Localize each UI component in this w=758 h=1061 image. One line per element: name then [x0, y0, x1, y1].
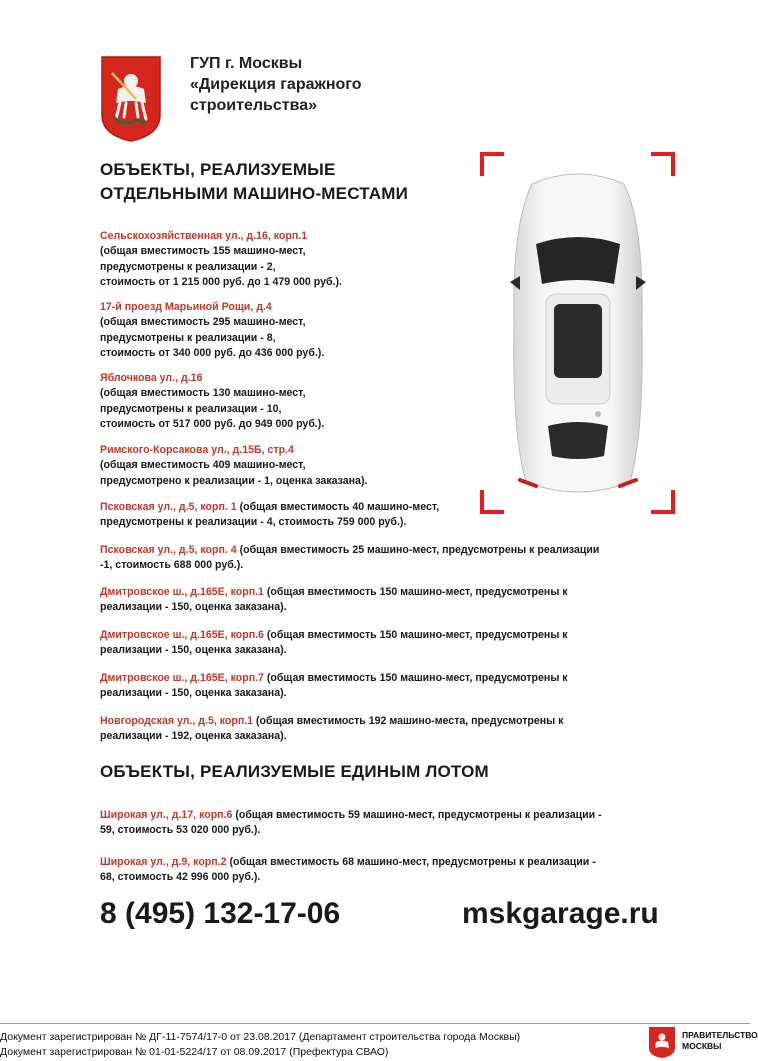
object-details-line: (общая вместимость 295 машино-мест, — [100, 316, 306, 329]
object-details: (общая вместимость 150 машино-мест, предусмотрены к реализации - 150, оценка заказана). — [100, 586, 568, 614]
lot-entry — [100, 808, 610, 839]
org-line-2: «Дирекция гаражного — [190, 76, 362, 93]
moscow-government-label — [682, 1030, 758, 1052]
lot-details: (общая вместимость 59 машино-мест, предусмотрены к реализации - 59, стоимость 53 020 000 руб.). — [100, 809, 602, 837]
object-entry — [100, 628, 610, 659]
object-details-line: предусмотрено к реализации - 1, оценка заказана). — [100, 474, 368, 487]
object-address: Яблочкова ул., д.16 — [100, 372, 203, 384]
gov-label-line-2: МОСКВЫ — [682, 1041, 722, 1051]
section-title-individual-spaces — [100, 158, 408, 206]
object-address: Сельскохозяйственная ул., д.16, корп.1 — [100, 230, 308, 242]
object-details-line: (общая вместимость 130 машино-мест, — [100, 387, 306, 400]
object-entry — [100, 300, 324, 362]
frame-corner-top-right — [651, 152, 675, 176]
lot-entry — [100, 855, 610, 886]
lot-address: Широкая ул., д.9, корп.2 — [100, 856, 227, 868]
registration-stamp-1: Документ зарегистрирован № ДГ-11-7574/17-0 от 23.08.2017 (Департамент строительства города Москвы) — [0, 1031, 521, 1043]
object-entry — [100, 371, 324, 433]
object-details-line: предусмотрены к реализации - 8, — [100, 331, 276, 344]
object-details-line: стоимость от 1 215 000 руб. до 1 479 000 руб.). — [100, 276, 342, 289]
object-details-line: предусмотрены к реализации - 4, стоимость 759 000 руб.). — [100, 516, 407, 529]
object-address: Псковская ул., д.5, корп. 4 — [100, 544, 237, 556]
object-details-line: (общая вместимость 409 машино-мест, — [100, 459, 306, 472]
moscow-coat-of-arms-icon — [100, 55, 162, 143]
object-address: 17-й проезд Марьиной Рощи, д.4 — [100, 301, 272, 313]
object-address: Новгородская ул., д.5, корп.1 — [100, 715, 254, 727]
object-details: (общая вместимость 25 машино-мест, предусмотрены к реализации -1, стоимость 688 000 руб.). — [100, 544, 600, 572]
object-entry — [100, 443, 367, 489]
object-entry — [100, 671, 610, 702]
object-details: (общая вместимость 150 машино-мест, предусмотрены к реализации - 150, оценка заказана). — [100, 629, 568, 657]
car-illustration — [480, 152, 675, 514]
object-details: (общая вместимость 150 машино-мест, предусмотрены к реализации - 150, оценка заказана). — [100, 672, 568, 700]
contact-phone[interactable]: 8 (495) 132-17-06 — [100, 897, 341, 930]
object-details-line: стоимость от 517 000 руб. до 949 000 руб.). — [100, 418, 325, 431]
object-details-line: (общая вместимость 155 машино-мест, — [100, 245, 306, 258]
registration-stamp-2: Документ зарегистрирован № 01-01-5224/17 от 08.09.2017 (Префектура СВАО) — [0, 1046, 389, 1058]
object-entry — [100, 585, 610, 616]
section-title: ОБЪЕКТЫ, РЕАЛИЗУЕМЫЕ ЕДИНЫМ ЛОТОМ — [100, 762, 489, 781]
section-title-single-lot — [100, 760, 489, 784]
object-details: (общая вместимость 192 машино-места, предусмотрены к реализации - 192, оценка заказана). — [100, 715, 564, 743]
section-title-line-1: ОБЪЕКТЫ, РЕАЛИЗУЕМЫЕ — [100, 160, 336, 179]
frame-corner-top-left — [480, 152, 504, 176]
lot-address: Широкая ул., д.17, корп.6 — [100, 809, 233, 821]
object-entry — [100, 229, 342, 291]
moscow-government-logo-icon — [648, 1026, 676, 1059]
object-entry — [100, 543, 610, 574]
organization-name — [190, 53, 362, 116]
object-entry — [100, 500, 439, 531]
org-line-1: ГУП г. Москвы — [190, 55, 303, 72]
org-line-3: строительства» — [190, 97, 318, 114]
object-details: (общая вместимость 40 машино-мест, — [236, 501, 440, 513]
footer-divider — [0, 1023, 750, 1024]
object-details-line: стоимость от 340 000 руб. до 436 000 руб.). — [100, 347, 325, 360]
car-top-view-icon — [502, 164, 654, 502]
object-entry — [100, 714, 610, 745]
object-address: Дмитровское ш., д.165Е, корп.7 — [100, 672, 264, 684]
object-address: Дмитровское ш., д.165Е, корп.6 — [100, 629, 264, 641]
gov-label-line-1: ПРАВИТЕЛЬСТВО — [682, 1030, 758, 1040]
object-address: Римского-Корсакова ул., д.15Б, стр.4 — [100, 444, 294, 456]
object-address: Псковская ул., д.5, корп. 1 — [100, 501, 237, 513]
lot-details: (общая вместимость 68 машино-мест, предусмотрены к реализации - 68, стоимость 42 996 000 руб.). — [100, 856, 596, 884]
frame-corner-bottom-left — [480, 490, 504, 514]
contact-website-link[interactable]: mskgarage.ru — [462, 897, 659, 930]
section-title-line-2: ОТДЕЛЬНЫМИ МАШИНО-МЕСТАМИ — [100, 184, 409, 203]
object-details-line: предусмотрены к реализации - 10, — [100, 402, 282, 415]
object-details-line: предусмотрены к реализации - 2, — [100, 260, 276, 273]
object-address: Дмитровское ш., д.165Е, корп.1 — [100, 586, 264, 598]
frame-corner-bottom-right — [651, 490, 675, 514]
